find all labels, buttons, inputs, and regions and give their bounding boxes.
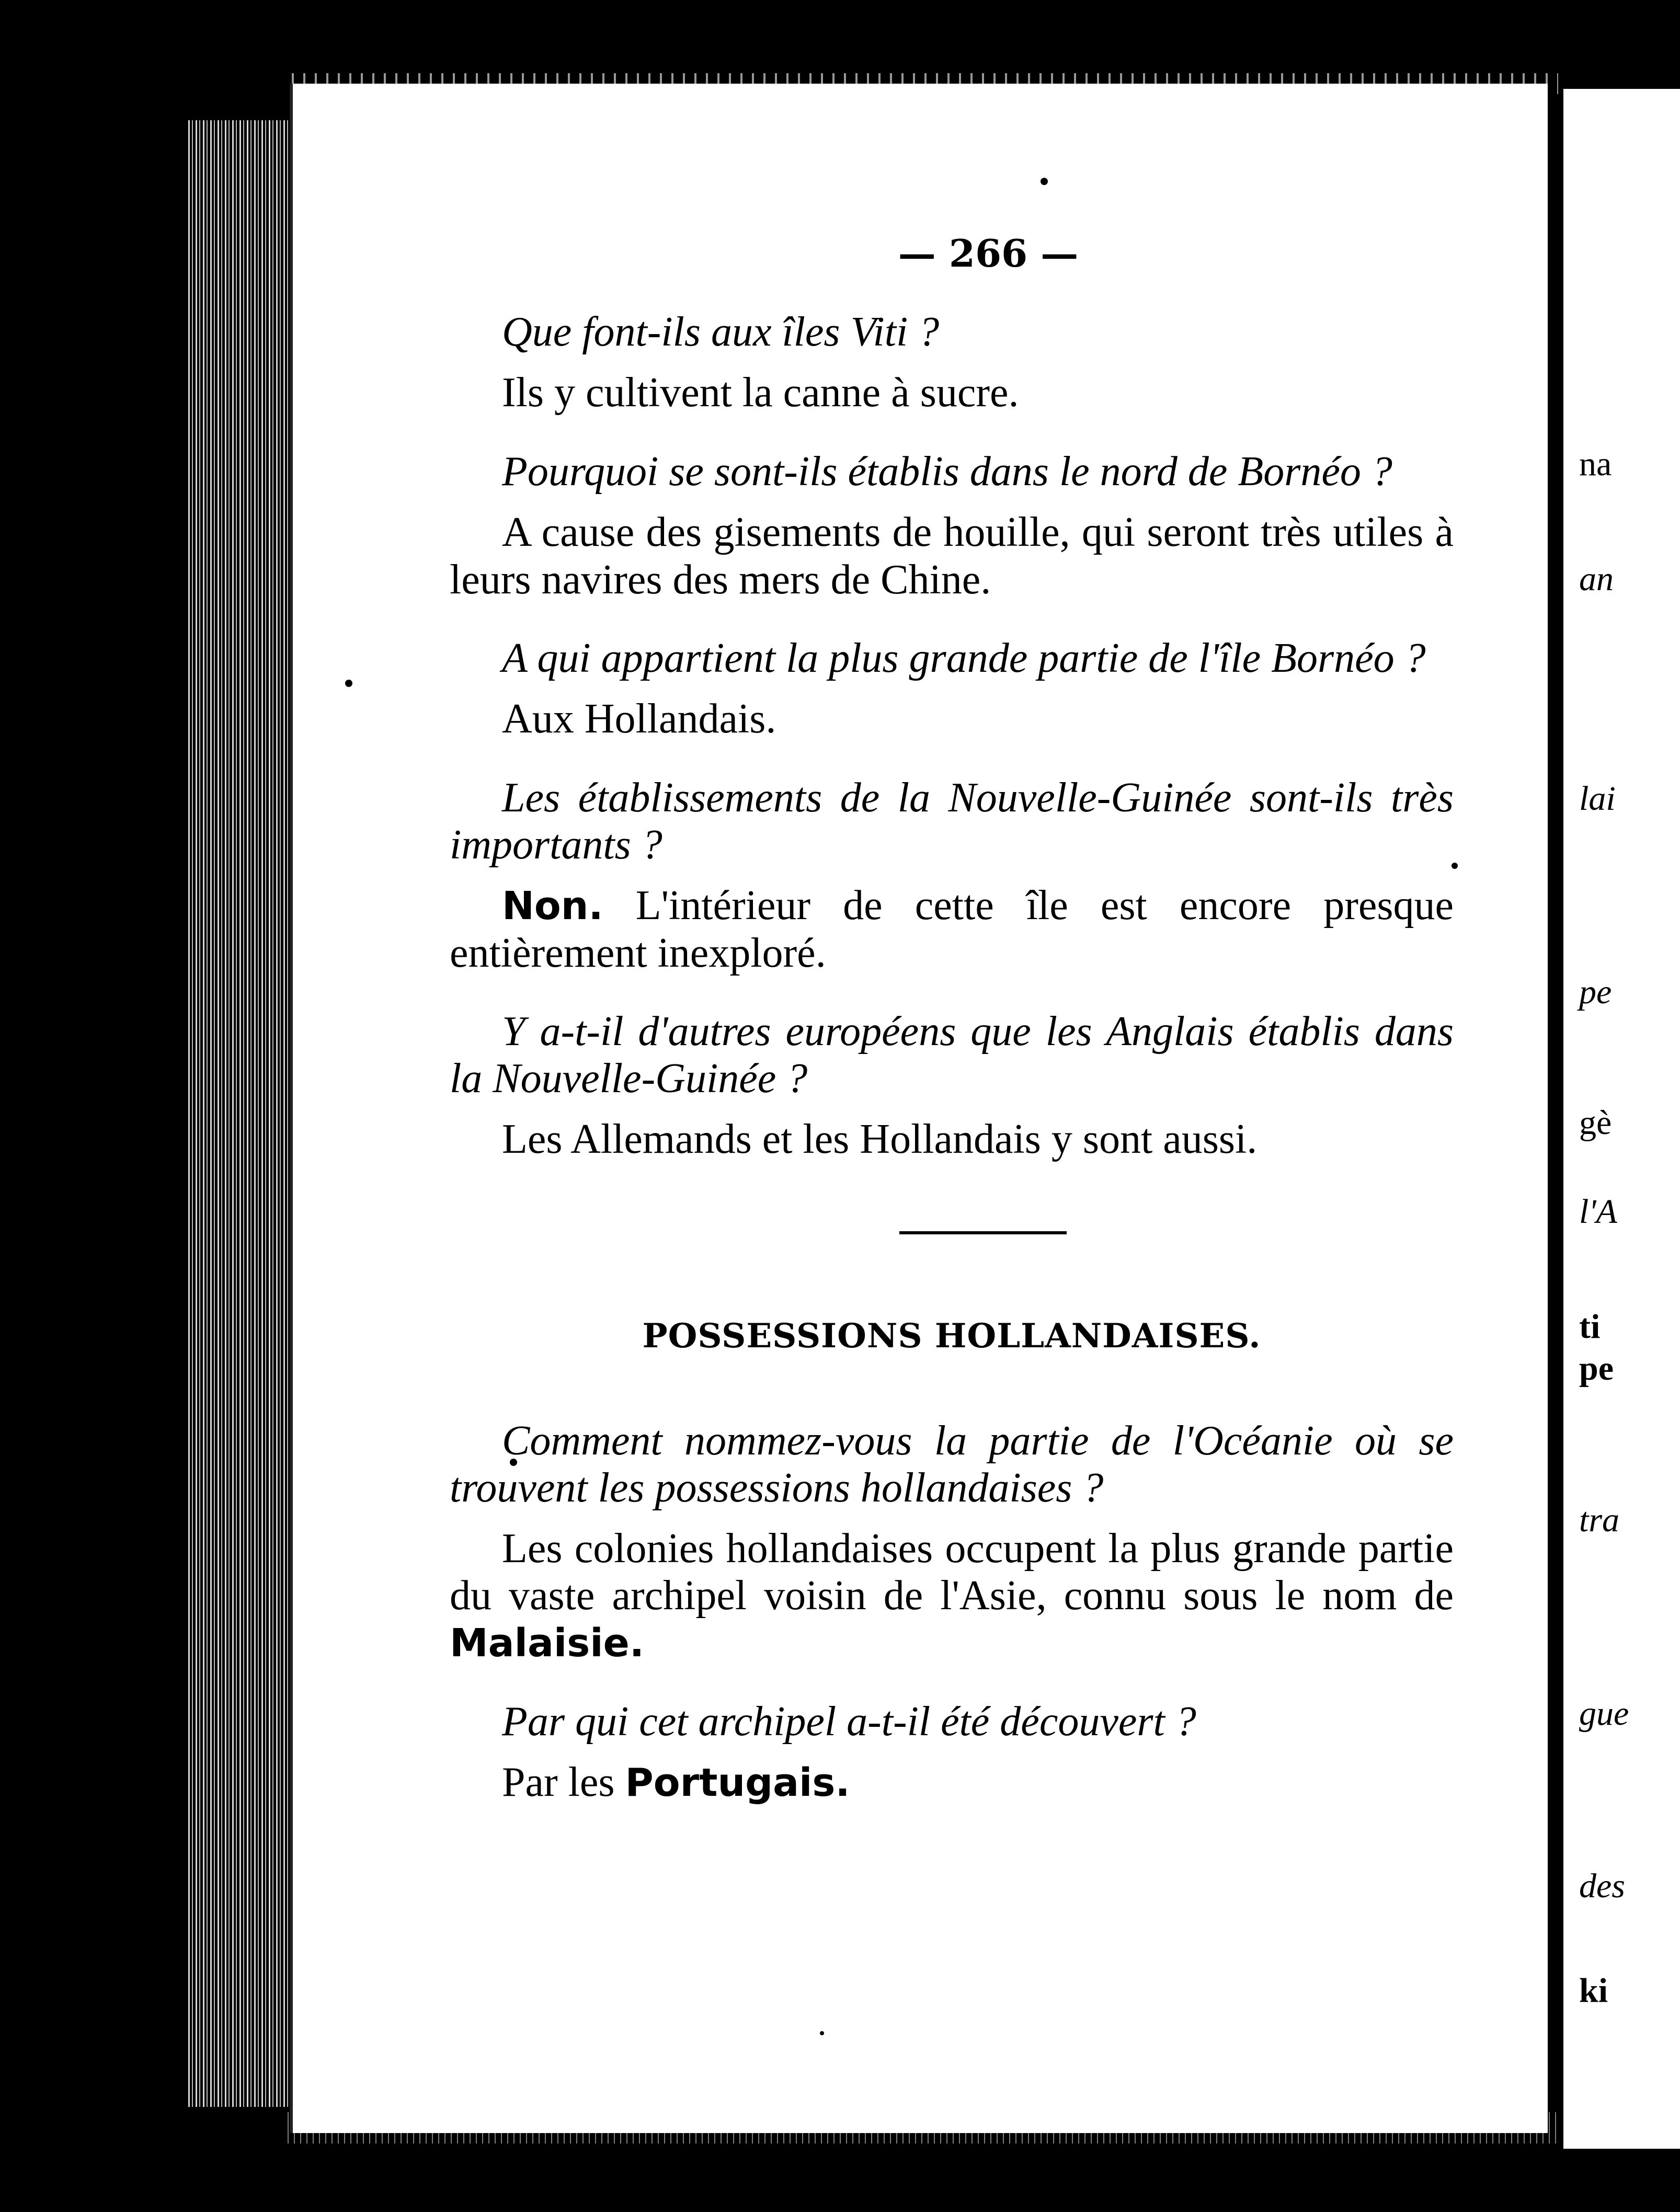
page-edges (188, 120, 298, 2107)
facing-page-fragment: des (1579, 1867, 1625, 1905)
question: Par qui cet archipel a-t-il été découvert ? (502, 1699, 1196, 1745)
facing-page-fragment: lai (1579, 780, 1616, 818)
answer: A cause des gisements de houille, qui seront très utiles à leurs navires des mers de Chine. (450, 509, 1454, 603)
question: A qui appartient la plus grande partie de l'île Bornéo ? (502, 635, 1426, 681)
section-heading: POSSESSIONS HOLLANDAISES. (642, 1316, 1261, 1356)
answer: Non. L'intérieur de cette île est encore presque entièrement inexploré. (450, 882, 1454, 976)
facing-page (1563, 89, 1680, 2149)
question: Que font-ils aux îles Viti ? (502, 309, 940, 355)
ink-speck (345, 680, 352, 687)
facing-page-fragment: gue (1579, 1694, 1629, 1733)
facing-page-fragment: ki (1579, 1972, 1608, 2010)
facing-page-fragment: tra (1579, 1501, 1620, 1539)
facing-page-fragment: l'A (1579, 1193, 1617, 1231)
ink-speck (1041, 178, 1048, 185)
answer: Aux Hollandais. (502, 696, 776, 742)
answer: Ils y cultivent la canne à sucre. (502, 370, 1019, 416)
facing-page-fragment: gè (1579, 1104, 1612, 1142)
facing-page-fragment: pe (1579, 1349, 1614, 1388)
answer: Les Allemands et les Hollandais y sont aussi. (502, 1116, 1258, 1162)
answer: Par les Portugais. (502, 1759, 850, 1805)
facing-page-fragment: ti (1579, 1308, 1601, 1346)
question: Pourquoi se sont-ils établis dans le nord de Bornéo ? (502, 449, 1392, 495)
question: Comment nommez-vous la partie de l'Océanie où se trouvent les possessions hollandaises ? (450, 1418, 1454, 1511)
answer: Les colonies hollandaises occupent la plus grande partie du vaste archipel voisin de l'Asie, connu sous le nom de Malaisie. (450, 1526, 1454, 1666)
question: Les établissements de la Nouvelle-Guinée sont-ils très importants ? (450, 775, 1454, 868)
page-content (450, 230, 1454, 1838)
page-number: — 266 — (898, 231, 1079, 276)
facing-page-fragment: an (1579, 560, 1614, 598)
question: Y a-t-il d'autres européens que les Anglais établis dans la Nouvelle-Guinée ? (450, 1008, 1454, 1102)
facing-page-fragment: pe (1579, 973, 1612, 1011)
section-divider (899, 1231, 1067, 1234)
facing-page-fragment: na (1579, 445, 1612, 483)
ink-speck (820, 2031, 824, 2035)
